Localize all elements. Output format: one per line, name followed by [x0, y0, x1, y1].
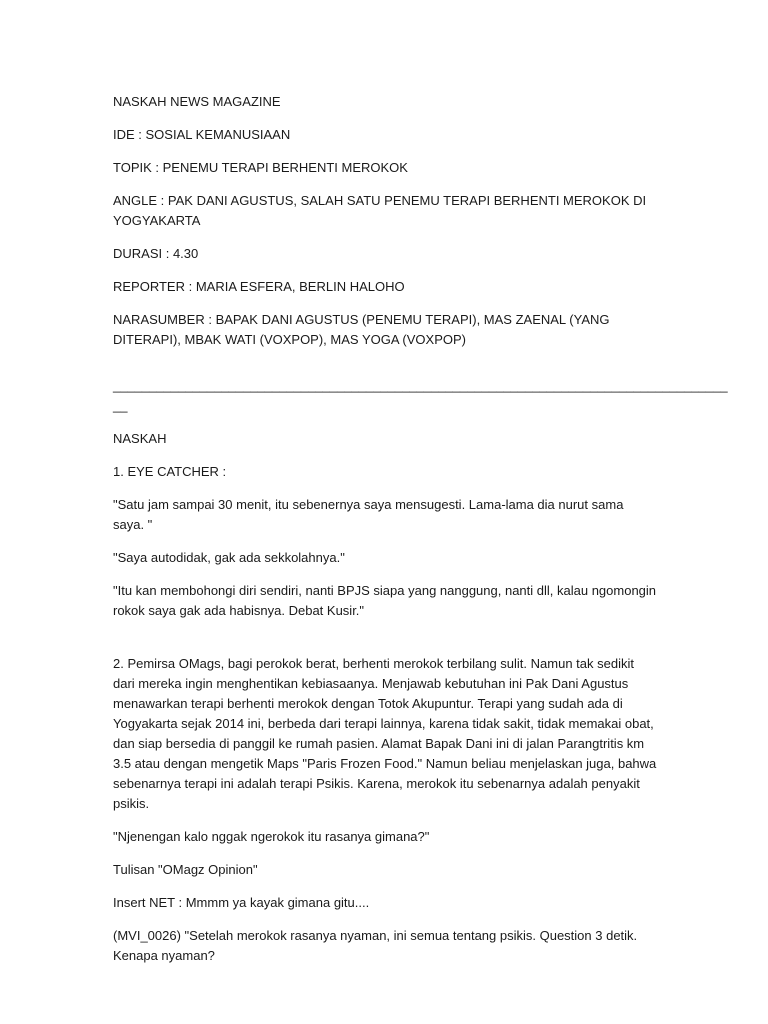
naskah-heading: NASKAH [113, 431, 167, 446]
durasi-line: DURASI : 4.30 [113, 246, 199, 261]
mvi-clip-line: (MVI_0026) "Setelah merokok rasanya nyaman, ini semua tentang psikis. Question 3 detik. Kenapa nyaman? [113, 928, 641, 963]
eye-catcher-quote: "Satu jam sampai 30 menit, itu sebenernya saya mensugesti. Lama-lama dia nurut sama saya. " [113, 497, 628, 532]
ide-line: IDE : SOSIAL KEMANUSIAAN [113, 127, 291, 142]
angle-line: ANGLE : PAK DANI AGUSTUS, SALAH SATU PENEMU TERAPI BERHENTI MEROKOK DI YOGYAKARTA [113, 193, 650, 228]
eye-catcher-quote: "Saya autodidak, gak ada sekkolahnya." [113, 550, 345, 565]
tulisan-line: Tulisan "OMagz Opinion" [113, 862, 258, 877]
reporter-line: REPORTER : MARIA ESFERA, BERLIN HALOHO [113, 279, 405, 294]
eye-catcher-heading: 1. EYE CATCHER : [113, 464, 227, 479]
topik-line: TOPIK : PENEMU TERAPI BERHENTI MEROKOK [113, 160, 408, 175]
section-2-paragraph: 2. Pemirsa OMags, bagi perokok berat, berhenti merokok terbilang sulit. Namun tak sedikit dari mereka ingin menghentikan kebiasaanya. Menjawab kebutuhan ini Pak Dani Agustus menawarkan terapi berhenti merokok dengan Totok Akupuntur. Terapi yang sudah ada di Yogyakarta sejak 2014 ini, berbeda dari terapi lainnya, karena tidak sakit, tidak memakai obat, dan siap bersedia di panggil ke rumah pasien. Alamat Bapak Dani ini di jalan Parangtritis km 3.5 atau dengan mengetik Maps "Paris Frozen Food." Namun beliau menjelaskan juga, bahwa sebenarnya terapi ini adalah terapi Psikis. Karena, merokok itu sebenarnya adalah penyakit psikis. [113, 656, 660, 811]
divider-line: _____________________________________________________________________________________ [113, 378, 728, 393]
interview-question: "Njenengan kalo nggak ngerokok itu rasanya gimana?" [113, 829, 430, 844]
eye-catcher-quote: "Itu kan membohongi diri sendiri, nanti BPJS siapa yang nanggung, nanti dll, kalau ngomongin rokok saya gak ada habisnya. Debat Kusir." [113, 583, 660, 618]
divider-line-continuation: __ [113, 398, 128, 413]
document-body [113, 92, 728, 966]
narasumber-line: NARASUMBER : BAPAK DANI AGUSTUS (PENEMU TERAPI), MAS ZAENAL (YANG DITERAPI), MBAK WATI (VOXPOP), MAS YOGA (VOXPOP) [113, 312, 614, 347]
insert-net-line: Insert NET : Mmmm ya kayak gimana gitu.... [113, 895, 370, 910]
document-title: NASKAH NEWS MAGAZINE [113, 94, 281, 109]
